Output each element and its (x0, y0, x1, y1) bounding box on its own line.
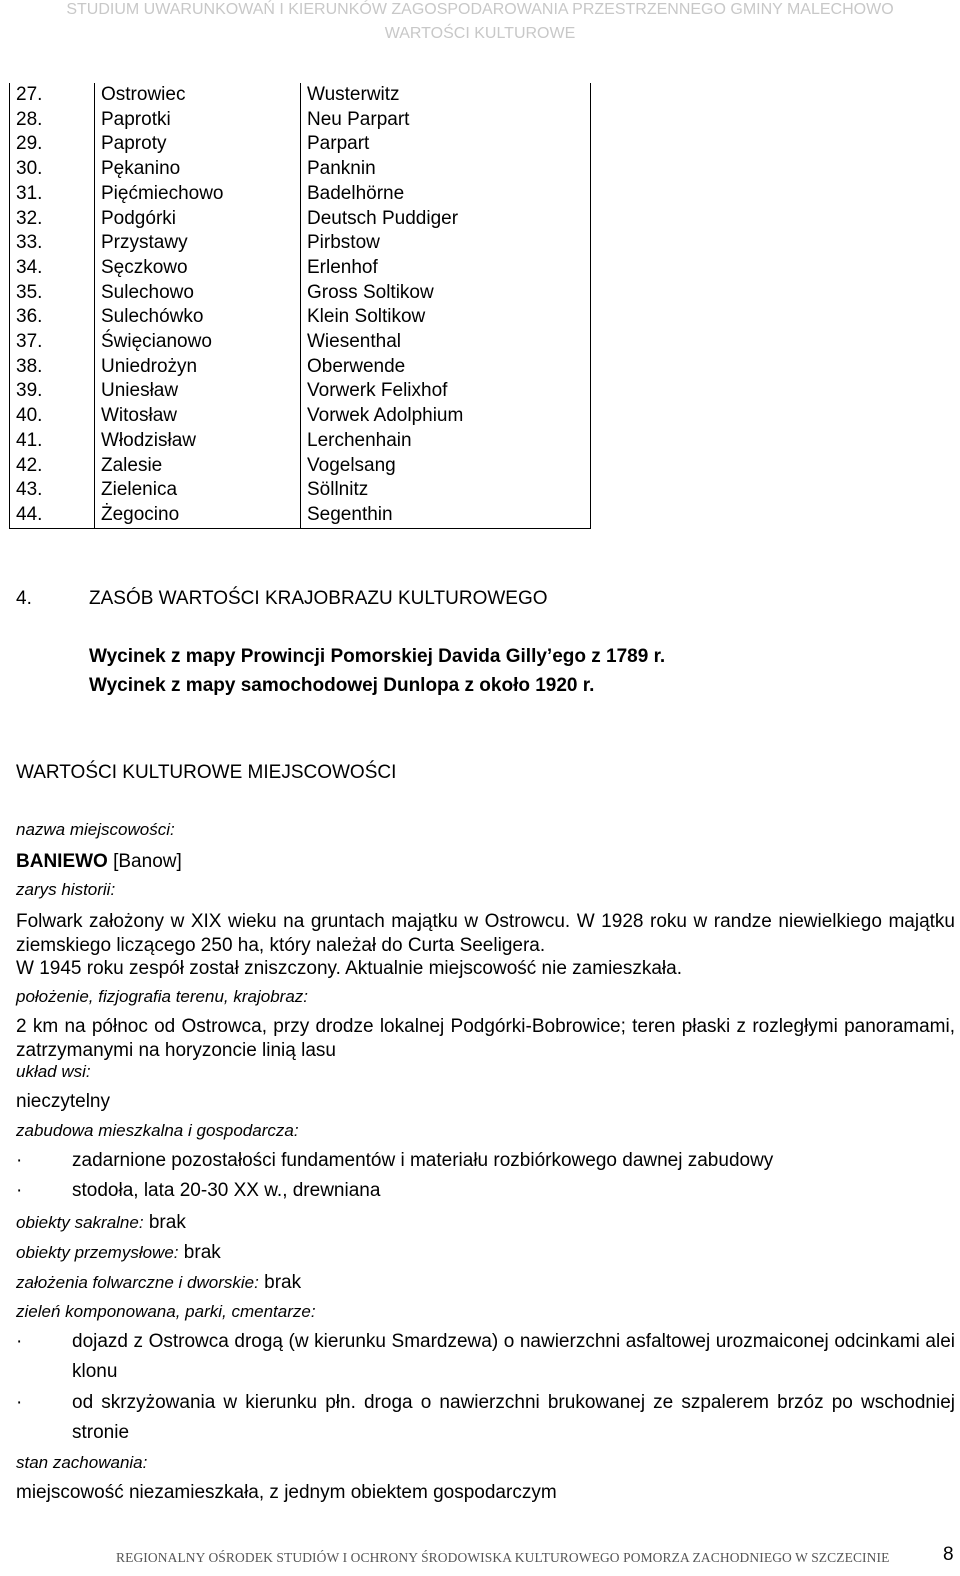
german-name: Oberwende (301, 355, 591, 380)
german-name: Panknin (301, 157, 591, 182)
table-row (10, 207, 591, 232)
row-number: 40. (10, 404, 95, 429)
german-name: Wiesenthal (301, 330, 591, 355)
polish-name: Sulechowo (95, 281, 301, 306)
table-row (10, 281, 591, 306)
row-number: 27. (10, 83, 95, 108)
bullet-icon: · (16, 1180, 23, 1201)
page-number: 8 (943, 1544, 954, 1565)
place-name-german: [Banow] (107, 851, 182, 872)
sacral-objects (16, 1211, 955, 1235)
german-name: Segenthin (301, 503, 591, 528)
polish-name: Zalesie (95, 454, 301, 479)
row-number: 35. (10, 281, 95, 306)
section-number: 4. (16, 588, 32, 609)
german-name: Klein Soltikow (301, 305, 591, 330)
table-row (10, 429, 591, 454)
condition-text: miejscowość niezamieszkała, z jednym obiektem gospodarczym (16, 1482, 557, 1503)
bullet-icon: · (16, 1331, 23, 1352)
name-label: nazwa miejscowości: (16, 820, 175, 839)
cultural-values-title: WARTOŚCI KULTUROWE MIEJSCOWOŚCI (16, 762, 397, 783)
polish-name: Witosław (95, 404, 301, 429)
row-number: 41. (10, 429, 95, 454)
german-name: Vogelsang (301, 454, 591, 479)
header-section-title: WARTOŚCI KULTUROWE (384, 25, 576, 42)
row-number: 29. (10, 132, 95, 157)
table-row (10, 478, 591, 503)
row-number: 34. (10, 256, 95, 281)
section-4-heading (16, 588, 548, 610)
table-row (10, 379, 591, 404)
polish-name: Sulechówko (95, 305, 301, 330)
row-number: 31. (10, 182, 95, 207)
greenery-item-1: · dojazd z Ostrowca drogą (w kierunku Smardzewa) o nawierzchni asfaltowej urozmaiconej odcinkami alei klonu (16, 1327, 955, 1387)
table-row (10, 132, 591, 157)
history-text-2: W 1945 roku zespół został zniszczony. Aktualnie miejscowość nie zamieszkała. (16, 958, 682, 979)
table-row (10, 157, 591, 182)
polish-name: Święcianowo (95, 330, 301, 355)
industrial-value: brak (178, 1242, 221, 1263)
german-name: Söllnitz (301, 478, 591, 503)
table-row (10, 256, 591, 281)
polish-name: Paprotki (95, 108, 301, 133)
row-number: 43. (10, 478, 95, 503)
table-row (10, 454, 591, 479)
german-name: Erlenhof (301, 256, 591, 281)
condition-label: stan zachowania: (16, 1453, 148, 1472)
polish-name: Zielenica (95, 478, 301, 503)
industrial-label: obiekty przemysłowe: (16, 1243, 179, 1262)
industrial-objects (16, 1241, 955, 1265)
sacral-value: brak (143, 1212, 186, 1233)
german-name: Vorwerk Felixhof (301, 379, 591, 404)
header-study-title: STUDIUM UWARUNKOWAŃ I KIERUNKÓW ZAGOSPODAROWANIA PRZESTRZENNEGO GMINY MALECHOWO (66, 1, 894, 18)
row-number: 28. (10, 108, 95, 133)
polish-name: Sęczkowo (95, 256, 301, 281)
buildings-item-2: · stodoła, lata 20-30 XX w., drewniana (16, 1176, 955, 1206)
polish-name: Uniesław (95, 379, 301, 404)
page-footer: REGIONALNY OŚRODEK STUDIÓW I OCHRONY ŚRODOWISKA KULTUROWEGO POMORZA ZACHODNIEGO W SZCZECINIE (116, 1550, 890, 1565)
table-row (10, 404, 591, 429)
german-name: Vorwek Adolphium (301, 404, 591, 429)
row-number: 42. (10, 454, 95, 479)
row-number: 44. (10, 503, 95, 528)
location-text: 2 km na północ od Ostrowca, przy drodze lokalnej Podgórki-Bobrowice; teren płaski z rozległymi panoramami, zatrzymanymi na horyzoncie linią lasu (16, 1016, 955, 1061)
german-name: Wusterwitz (301, 83, 591, 108)
polish-name: Paproty (95, 132, 301, 157)
row-number: 36. (10, 305, 95, 330)
map-caption-gilly: Wycinek z mapy Prowincji Pomorskiej Davida Gilly’ego z 1789 r. (89, 646, 666, 667)
sacral-label: obiekty sakralne: (16, 1213, 144, 1232)
polish-name: Żegocino (95, 503, 301, 528)
bullet-icon: · (16, 1392, 23, 1413)
table-row (10, 330, 591, 355)
table-row (10, 83, 591, 108)
row-number: 37. (10, 330, 95, 355)
place-name (16, 850, 955, 874)
buildings-item-1: · zadarnione pozostałości fundamentów i materiału rozbiórkowego dawnej zabudowy (16, 1146, 955, 1176)
polish-name: Pękanino (95, 157, 301, 182)
map-caption-dunlop: Wycinek z mapy samochodowej Dunlopa z około 1920 r. (89, 675, 595, 696)
greenery-label: zieleń komponowana, parki, cmentarze: (16, 1302, 316, 1321)
table-row (10, 503, 591, 528)
german-name: Lerchenhain (301, 429, 591, 454)
german-name: Parpart (301, 132, 591, 157)
row-number: 38. (10, 355, 95, 380)
polish-name: Uniedrożyn (95, 355, 301, 380)
german-name: Neu Parpart (301, 108, 591, 133)
history-label: zarys historii: (16, 880, 116, 899)
greenery-item-2: · od skrzyżowania w kierunku płn. droga o nawierzchni brukowanej ze szpalerem brzóz po wschodniej stronie (16, 1388, 955, 1448)
table-row (10, 305, 591, 330)
row-number: 39. (10, 379, 95, 404)
german-name: Gross Soltikow (301, 281, 591, 306)
table-row (10, 355, 591, 380)
manor-objects (16, 1271, 955, 1295)
manor-label: założenia folwarczne i dworskie: (16, 1273, 259, 1292)
german-name: Badelhörne (301, 182, 591, 207)
row-number: 30. (10, 157, 95, 182)
table-row (10, 231, 591, 256)
row-number: 33. (10, 231, 95, 256)
section-title: ZASÓB WARTOŚCI KRAJOBRAZU KULTUROWEGO (89, 588, 548, 609)
german-name: Deutsch Puddiger (301, 207, 591, 232)
layout-text: nieczytelny (16, 1091, 110, 1112)
polish-name: Pięćmiechowo (95, 182, 301, 207)
page-header (0, 0, 960, 46)
bullet-icon: · (16, 1150, 23, 1171)
layout-label: układ wsi: (16, 1062, 91, 1081)
history-text: Folwark założony w XIX wieku na gruntach majątku w Ostrowcu. W 1928 roku w randze niewielkiego majątku ziemskiego liczącego 250 ha, który należał do Curta Seeligera. (16, 911, 955, 956)
manor-value: brak (258, 1272, 302, 1293)
location-label: położenie, fizjografia terenu, krajobraz: (16, 987, 308, 1006)
table-row (10, 108, 591, 133)
polish-name: Włodzisław (95, 429, 301, 454)
buildings-label: zabudowa mieszkalna i gospodarcza: (16, 1121, 299, 1140)
polish-name: Przystawy (95, 231, 301, 256)
polish-name: Podgórki (95, 207, 301, 232)
polish-name: Ostrowiec (95, 83, 301, 108)
place-name-main: BANIEWO (16, 851, 108, 872)
german-name: Pirbstow (301, 231, 591, 256)
row-number: 32. (10, 207, 95, 232)
place-names-table (9, 83, 591, 529)
table-row (10, 182, 591, 207)
